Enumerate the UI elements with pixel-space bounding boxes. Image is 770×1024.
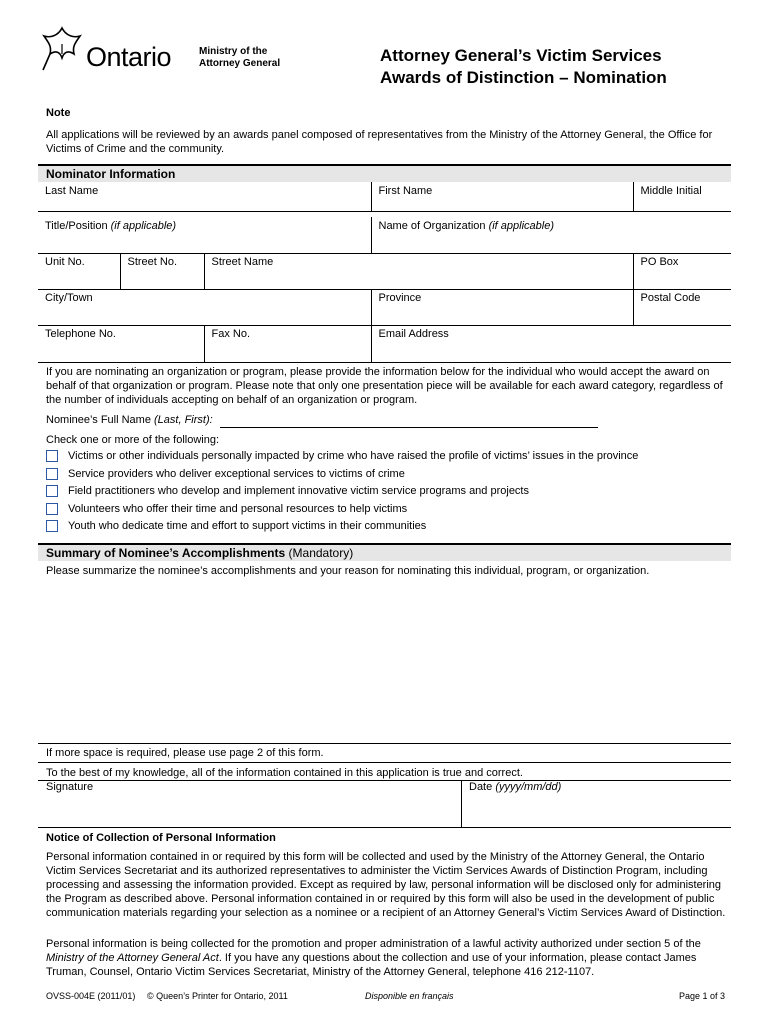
option-row[interactable]: Youth who dedicate time and effort to support victims in their communities xyxy=(46,518,426,534)
title-line-1: Attorney General’s Victim Services xyxy=(380,46,662,65)
option-checkbox[interactable] xyxy=(46,503,58,515)
summary-instructions: Please summarize the nominee’s accomplishments and your reason for nominating this individual, program, or organization. xyxy=(46,565,650,577)
page-number: Page 1 of 3 xyxy=(679,991,726,1001)
date-label-row: Date (yyyy/mm/dd) xyxy=(469,781,562,793)
form-number: OVSS-004E (2011/01) xyxy=(46,991,136,1001)
nominee-name-row xyxy=(46,413,731,427)
city-field[interactable]: City/Town xyxy=(38,289,371,325)
unit-no-field[interactable]: Unit No. xyxy=(38,253,120,289)
option-row[interactable]: Victims or other individuals personally impacted by crime who have raised the profile of victims’ issues in the province xyxy=(46,448,638,464)
middle-initial-field[interactable]: Middle Initial xyxy=(633,182,731,211)
option-row[interactable]: Field practitioners who develop and implement innovative victim service programs and projects xyxy=(46,483,529,499)
first-name-field[interactable]: First Name xyxy=(371,182,633,211)
copyright: © Queen’s Printer for Ontario, 2011 xyxy=(147,991,288,1001)
ontario-logo xyxy=(40,22,190,78)
street-no-field[interactable]: Street No. xyxy=(120,253,204,289)
telephone-field[interactable]: Telephone No. xyxy=(38,325,204,362)
title-position-field[interactable]: Title/Position (if applicable) xyxy=(38,217,371,253)
street-name-field[interactable]: Street Name xyxy=(204,253,633,289)
option-checkbox[interactable] xyxy=(46,485,58,497)
email-field[interactable]: Email Address xyxy=(371,325,731,362)
option-row[interactable]: Service providers who deliver exceptional services to victims of crime xyxy=(46,466,405,482)
signature-field[interactable] xyxy=(38,780,460,827)
nominee-name-label: Nominee’s Full Name xyxy=(46,414,151,426)
nominee-name-note: (Last, First): xyxy=(154,414,213,426)
notice-paragraph-1: Personal information contained in or required by this form will be collected and used by the Ministry of the Attorney General, the Ontario Victim Services Secretariat and its authorized representatives to administer the Victim Services Awards of Distinction Program, including processing and assessing the information provided. Except as required by law, personal information will be disclosed only for administering the Program as described above. Personal information contained in or required by this form will also be used in the development of public communication materials regarding your selection as a nominee or a recipient of an Attorney General’s Victim Services Award of Distinction. xyxy=(46,851,726,919)
fax-field[interactable]: Fax No. xyxy=(204,325,371,362)
title-line-2: Awards of Distinction – Nomination xyxy=(380,68,667,87)
nominator-section-header: Nominator Information xyxy=(38,164,731,182)
note-heading: Note xyxy=(46,107,71,119)
option-row[interactable]: Volunteers who offer their time and personal resources to help victims xyxy=(46,501,407,517)
signature-label: Signature xyxy=(46,781,94,793)
option-checkbox[interactable] xyxy=(46,520,58,532)
nominee-name-input[interactable] xyxy=(220,427,598,428)
notice-paragraph-2: Personal information is being collected for the promotion and proper administration of a lawful activity authorized under section 5 of the Ministry of the Attorney General Act. If you have any questions about the collection and use of your information, please contact James Truman, Counsel, Ontario Victim Services Secretariat, Ministry of the Attorney General, telephone 416 212-1107. xyxy=(46,938,701,978)
po-box-field[interactable]: PO Box xyxy=(633,253,731,289)
ministry-name: Ministry of the Attorney General xyxy=(199,46,281,69)
notice-heading: Notice of Collection of Personal Information xyxy=(46,832,276,844)
nominee-instructions: If you are nominating an organization or program, please provide the information below for the individual who would accept the award on behalf of that organization or program. Please note that only one presentation piece will be available for each award category, regardless of the number of individuals accepting on behalf of an organization or program. xyxy=(46,366,723,406)
declaration-statement: To the best of my knowledge, all of the information contained in this application is true and correct. xyxy=(46,767,523,779)
organization-name-field[interactable]: Name of Organization (if applicable) xyxy=(371,217,731,253)
note-text: All applications will be reviewed by an awards panel composed of representatives from the Ministry of the Attorney General, the Office for Victims of Crime and the community. xyxy=(46,129,713,155)
date-field[interactable] xyxy=(462,780,731,827)
check-prompt: Check one or more of the following: xyxy=(46,434,220,446)
summary-textarea[interactable] xyxy=(38,578,731,742)
last-name-field[interactable]: Last Name xyxy=(38,182,371,211)
option-checkbox[interactable] xyxy=(46,468,58,480)
form-title xyxy=(380,45,667,89)
province-field[interactable]: Province xyxy=(371,289,633,325)
french-availability: Disponible en français xyxy=(365,991,454,1001)
logo-wordmark: Ontario xyxy=(86,42,172,72)
nominator-table xyxy=(38,182,731,212)
option-checkbox[interactable] xyxy=(46,450,58,462)
postal-code-field[interactable]: Postal Code xyxy=(633,289,731,325)
more-space-note: If more space is required, please use page 2 of this form. xyxy=(46,747,324,759)
summary-section-header: Summary of Nominee’s Accomplishments (Mandatory) xyxy=(38,543,731,561)
trillium-icon xyxy=(40,24,84,74)
